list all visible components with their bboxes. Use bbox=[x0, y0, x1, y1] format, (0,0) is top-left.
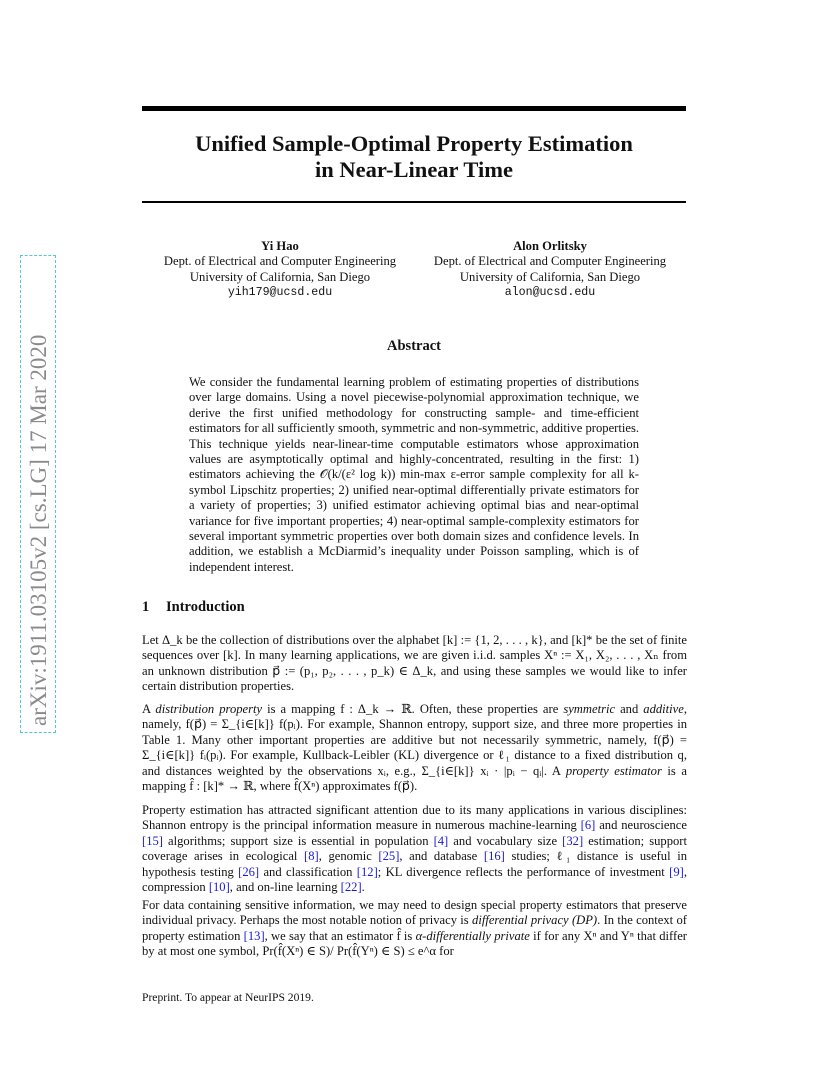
text-run: studies; ℓ₁ distance is useful in hypothesis testing bbox=[142, 849, 687, 879]
text-run: ; KL divergence reflects the performance of investment bbox=[377, 864, 670, 879]
citation-link[interactable]: [9] bbox=[669, 864, 684, 879]
term-additive: additive bbox=[643, 702, 684, 716]
paper-title bbox=[142, 131, 686, 183]
citation-link[interactable]: [32] bbox=[562, 833, 584, 848]
text-run: and vocabulary size bbox=[448, 833, 563, 848]
section-title: Introduction bbox=[166, 599, 245, 615]
author-dept: Dept. of Electrical and Computer Engineering bbox=[163, 254, 397, 269]
text-run: , genomic bbox=[318, 849, 379, 864]
text-run: , namely, f(p⃗) = Σ_{i∈[k]} f(pᵢ). For example, Shannon entropy, support size, and three more properties in Table 1. Many other important properties are additive but not necessarily symmetric, namely, f(p⃗) = Σ_{i∈[k]} fᵢ(pᵢ). For example, Kullback-Leibler (KL) divergence or ℓ₁ distance to a fixed distribution q, and distances weighted by the observations xᵢ, e.g., Σ_{i∈[k]} xᵢ · |pᵢ − qᵢ|. A bbox=[142, 702, 688, 778]
text-run: is a mapping f̂ : [k]* → ℝ, where f̂(Xⁿ) approximates f(p⃗). bbox=[142, 763, 687, 794]
citation-link[interactable]: [15] bbox=[142, 833, 163, 848]
text-run: , and database bbox=[399, 849, 484, 864]
term-symmetric: symmetric bbox=[563, 702, 616, 716]
author-block-1 bbox=[148, 239, 412, 301]
text-run: is a mapping f : Δ_k → ℝ. Often, these properties are bbox=[262, 702, 564, 716]
citation-link[interactable]: [22] bbox=[340, 880, 362, 895]
author-name: Alon Orlitsky bbox=[513, 239, 587, 253]
citation-link[interactable]: [8] bbox=[304, 849, 319, 864]
citation-link[interactable]: [13] bbox=[243, 928, 265, 943]
author-email[interactable]: alon@ucsd.edu bbox=[504, 286, 596, 300]
arxiv-sidebar bbox=[20, 255, 56, 733]
abstract-text: We consider the fundamental learning problem of estimating properties of distributions over large domains. Using a novel piecewise-polynomial approximation technique, we derive the first unified methodology for constructing sample- and time-efficient estimators for all sufficiently smooth, symmetric and non-symmetric, additive properties. This technique yields near-linear-time computable estimators whose approximation values are asymptotically optimal and highly-concentrated, resulting in the first: 1) estimators achieving the 𝒪(k/(ε² log k)) min-max ε-error sample complexity for all k-symbol Lipschitz properties; 2) unified near-optimal differentially private estimators for a variety of properties; 3) unified estimator achieving optimal bias and near-optimal variance for five important properties; 4) near-optimal sample-complexity estimators for several important symmetric properties over both domain sizes and confidence levels. In addition, we establish a McDiarmid’s inequality under Poisson sampling, which is of independent interest. bbox=[189, 375, 639, 574]
term-distribution-property: distribution property bbox=[155, 702, 263, 716]
author-univ: University of California, San Diego bbox=[189, 269, 371, 284]
intro-paragraph-1: Let Δ_k be the collection of distributions over the alphabet [k] := {1, 2, . . . , k}, and [k]* be the set of finite sequences over [k]. In many learning applications, we are given i.i.d. samples Xⁿ := X₁, X₂, . . . , Xₙ from an unknown distribution p⃗ := (p₁, p₂, . . . , p_k) ∈ Δ_k, and using these samples we would like to infer certain distribution properties. bbox=[142, 633, 687, 694]
title-top-rule bbox=[142, 106, 686, 111]
text-run: if for any Xⁿ and Yⁿ that differ by at most one symbol, Pr(f̂(Xⁿ) ∈ S)/ Pr(f̂(Yⁿ) ∈ S) ≤ e^α for bbox=[142, 928, 687, 959]
term-property-estimator: property estimator bbox=[565, 763, 662, 778]
citation-link[interactable]: [12] bbox=[356, 864, 378, 879]
text-run: , compression bbox=[142, 864, 687, 895]
text-run: , and on-line learning bbox=[229, 880, 341, 895]
author-block-2 bbox=[418, 239, 682, 301]
citation-link[interactable]: [16] bbox=[483, 849, 505, 864]
text-run: A bbox=[142, 702, 156, 716]
title-line-1: Unified Sample-Optimal Property Estimation bbox=[195, 131, 633, 156]
section-heading bbox=[142, 599, 245, 616]
text-run: . bbox=[361, 880, 365, 895]
term-differential-privacy: differential privacy (DP) bbox=[472, 913, 598, 928]
author-name: Yi Hao bbox=[261, 239, 299, 253]
section-number: 1 bbox=[142, 599, 150, 615]
author-email[interactable]: yih179@ucsd.edu bbox=[227, 286, 333, 300]
citation-link[interactable]: [25] bbox=[378, 849, 400, 864]
text-run: and bbox=[615, 702, 644, 716]
text-run: Property estimation has attracted significant attention due to its many applications in various disciplines: Shannon entropy is the principal information measure in numerous machine-learning bbox=[142, 803, 687, 833]
citation-link[interactable]: [10] bbox=[208, 880, 230, 895]
title-bottom-rule bbox=[142, 201, 686, 203]
citation-link[interactable]: [4] bbox=[433, 833, 449, 848]
citation-link[interactable]: [26] bbox=[238, 864, 260, 879]
term-alpha-dp: α-differentially private bbox=[415, 928, 530, 943]
intro-paragraph-3 bbox=[142, 803, 687, 895]
text-run: estimation; support coverage arises in ecological bbox=[142, 833, 688, 864]
text-run: algorithms; support size is essential in population bbox=[162, 833, 434, 848]
citation-link[interactable]: [6] bbox=[580, 818, 596, 833]
text-run: For data containing sensitive information, we may need to design special property estimators that preserve individual privacy. Perhaps the most notable notion of privacy is bbox=[142, 898, 687, 928]
abstract-heading: Abstract bbox=[387, 338, 441, 354]
footer-note: Preprint. To appear at NeurIPS 2019. bbox=[142, 991, 314, 1004]
author-dept: Dept. of Electrical and Computer Engineering bbox=[433, 254, 667, 269]
author-univ: University of California, San Diego bbox=[459, 269, 641, 284]
title-line-2: in Near-Linear Time bbox=[315, 157, 513, 182]
arxiv-id: arXiv:1911.03105v2 [cs.LG] 17 Mar 2020 bbox=[26, 334, 51, 726]
text-run: and neuroscience bbox=[595, 818, 687, 833]
intro-paragraph-2 bbox=[142, 702, 687, 794]
text-run: . In the context of property estimation bbox=[142, 913, 687, 943]
text-run: and classification bbox=[259, 864, 357, 879]
text-run: , we say that an estimator f̂ is bbox=[264, 928, 416, 943]
intro-paragraph-4 bbox=[142, 898, 687, 960]
